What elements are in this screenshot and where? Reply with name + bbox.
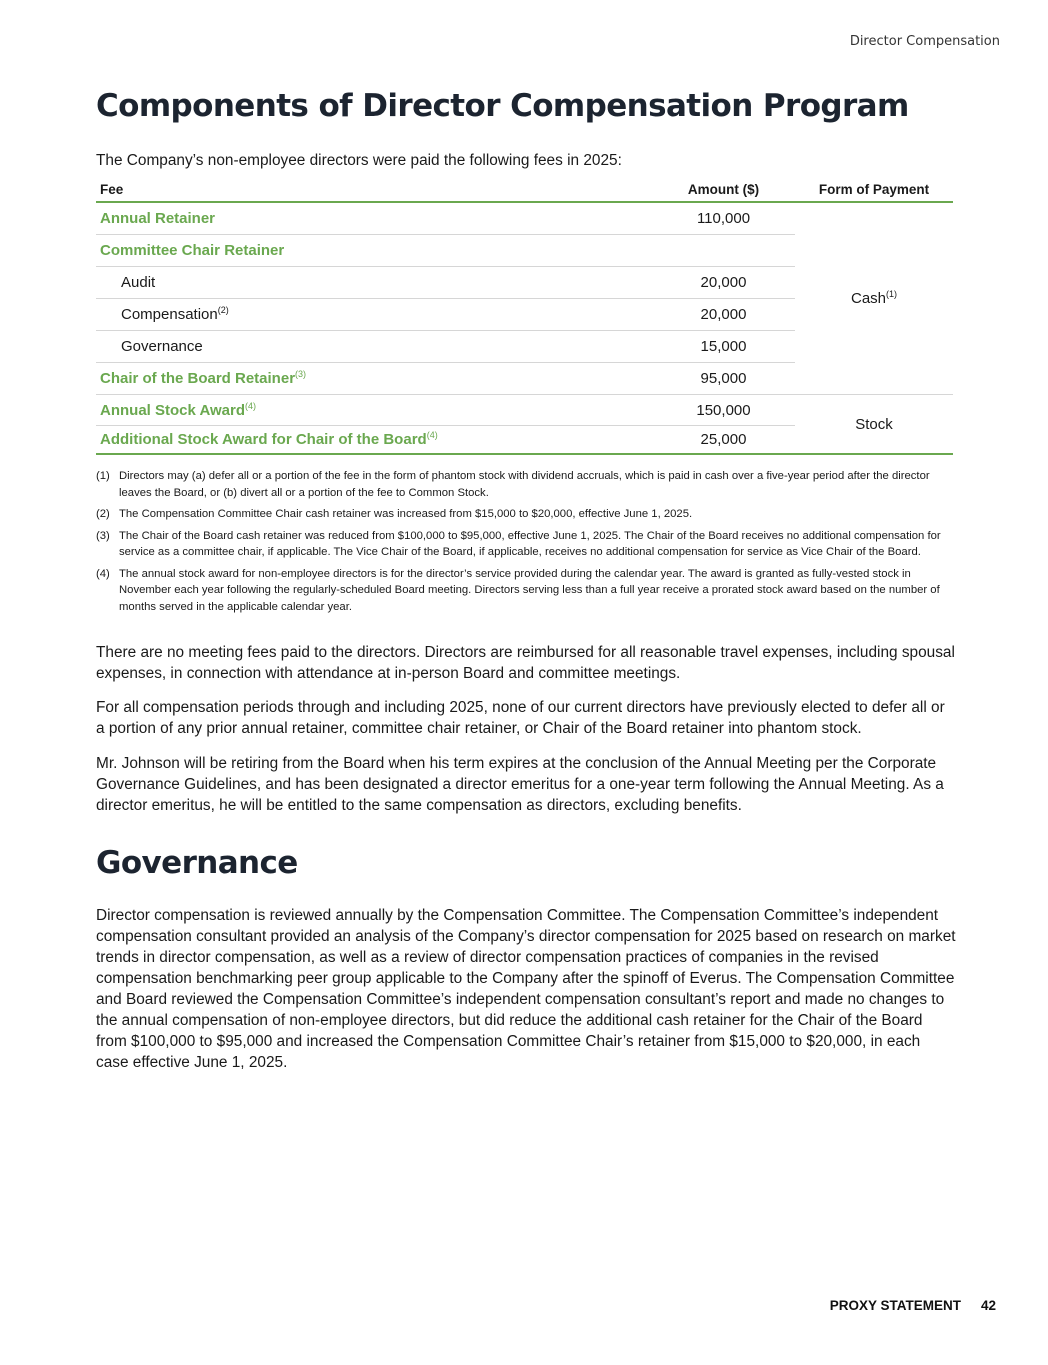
footnote-number: (1) bbox=[96, 470, 110, 482]
section-title-governance: Governance bbox=[96, 845, 298, 881]
page-number: 42 bbox=[980, 1298, 996, 1313]
footnote-ref: (4) bbox=[426, 430, 438, 440]
footnote-ref: (2) bbox=[217, 305, 229, 315]
fee-amount: 25,000 bbox=[652, 426, 795, 455]
footnote-number: (3) bbox=[96, 529, 110, 542]
fee-label-cell bbox=[96, 299, 652, 331]
fee-amount: 95,000 bbox=[652, 363, 795, 395]
fee-amount bbox=[652, 235, 795, 267]
fee-label-cell bbox=[96, 363, 652, 395]
fee-amount: 20,000 bbox=[652, 267, 795, 299]
footnote bbox=[96, 506, 956, 523]
footnote bbox=[96, 528, 956, 561]
table-row bbox=[96, 202, 953, 235]
table-intro: The Company’s non-employee directors were paid the following fees in 2025: bbox=[96, 152, 622, 169]
footnote-number: (4) bbox=[96, 567, 110, 580]
section-title-components: Components of Director Compensation Program bbox=[96, 88, 909, 124]
footnote bbox=[96, 468, 956, 501]
fee-label: Audit bbox=[96, 267, 652, 299]
table-footnotes bbox=[96, 468, 956, 620]
fee-label-cell bbox=[96, 395, 652, 426]
header-fee: Fee bbox=[96, 180, 652, 202]
footer-label: PROXY STATEMENT bbox=[829, 1298, 961, 1313]
fee-label: Committee Chair Retainer bbox=[96, 235, 652, 267]
header-amount: Amount ($) bbox=[652, 180, 795, 202]
footnote-text: The Chair of the Board cash retainer was reduced from $100,000 to $95,000, effective June 1, 2025. The Chair of the Board receives no additional compensation for service as a committee chair, if applicable. The Vice Chair of the Board, if applicable, receives no additional compensation for service as Vice Chair of the Board. bbox=[119, 529, 941, 558]
fee-amount: 20,000 bbox=[652, 299, 795, 331]
form-of-payment-cash bbox=[795, 202, 953, 395]
page-footer bbox=[830, 1298, 996, 1313]
footnote bbox=[96, 566, 956, 616]
body-paragraph: Mr. Johnson will be retiring from the Board when his term expires at the conclusion of the Annual Meeting per the Corporate Governance Guidelines, and has been designated a director emeritus for a one-year term following the Annual Meeting. As a director emeritus, he will be entitled to the same compensation as directors, excluding benefits. bbox=[96, 755, 944, 814]
fee-label-cell bbox=[96, 426, 652, 455]
fee-amount: 110,000 bbox=[652, 202, 795, 235]
fee-label: Additional Stock Award for Chair of the Board bbox=[100, 431, 427, 448]
footnote-text: The Compensation Committee Chair cash retainer was increased from $15,000 to $20,000, effective June 1, 2025. bbox=[119, 508, 693, 520]
fee-label: Compensation bbox=[121, 306, 218, 323]
body-paragraph: There are no meeting fees paid to the directors. Directors are reimbursed for all reasonable travel expenses, including spousal expenses, in connection with attendance at in-person Board and committee meetings. bbox=[96, 644, 955, 682]
form-of-payment-stock: Stock bbox=[795, 395, 953, 455]
body-paragraph: Director compensation is reviewed annually by the Compensation Committee. The Compensation Committee’s independent compensation consultant provided an analysis of the Company’s director compensation for 2025 based on research on market trends in director compensation, as well as a review of director compensation practices of companies in the revised compensation benchmarking peer group applicable to the Company after the spinoff of Everus. The Compensation Committee and Board reviewed the Compensation Committee’s independent compensation consultant’s report and made no changes to the annual compensation of non-employee directors, but did reduce the additional cash retainer for the Chair of the Board from $100,000 to $95,000 and increased the Compensation Committee Chair’s retainer from $15,000 to $20,000, in each case effective June 1, 2025. bbox=[96, 907, 956, 1071]
header-form-of-payment: Form of Payment bbox=[795, 180, 953, 202]
director-fees-table bbox=[96, 180, 953, 455]
body-paragraph: For all compensation periods through and including 2025, none of our current directors have previously elected to defer all or a portion of any prior annual retainer, committee chair retainer, or Chair of the Board retainer into phantom stock. bbox=[96, 699, 945, 737]
form-label: Cash bbox=[850, 290, 887, 307]
footnote-ref: (4) bbox=[245, 400, 257, 411]
footnote-ref: (3) bbox=[295, 369, 307, 379]
fee-label: Chair of the Board Retainer bbox=[100, 370, 296, 387]
footnote-text: The annual stock award for non-employee directors is for the director’s service provided during the calendar year. The award is granted as fully-vested stock in November each year following the regularly-scheduled Board meeting. Directors serving less than a full year receive a prorated stock award based on the number of months served in the applicable calendar year. bbox=[119, 567, 940, 613]
fee-amount: 150,000 bbox=[652, 395, 795, 426]
footnote-ref: (1) bbox=[886, 289, 898, 299]
table-header-row bbox=[96, 180, 953, 202]
fee-label: Annual Stock Award bbox=[100, 401, 246, 419]
running-header: Director Compensation bbox=[849, 34, 1000, 49]
fee-label: Governance bbox=[96, 331, 652, 363]
table-row bbox=[96, 395, 953, 426]
footnote-text: Directors may (a) defer all or a portion of the fee in the form of phantom stock with dividend accruals, which is paid in cash over a five-year period after the director leaves the Board, or (b) divert all or a portion of the fee to Common Stock. bbox=[119, 470, 930, 499]
fee-label: Annual Retainer bbox=[96, 202, 652, 235]
fee-amount: 15,000 bbox=[652, 331, 795, 363]
footnote-number: (2) bbox=[96, 508, 110, 520]
